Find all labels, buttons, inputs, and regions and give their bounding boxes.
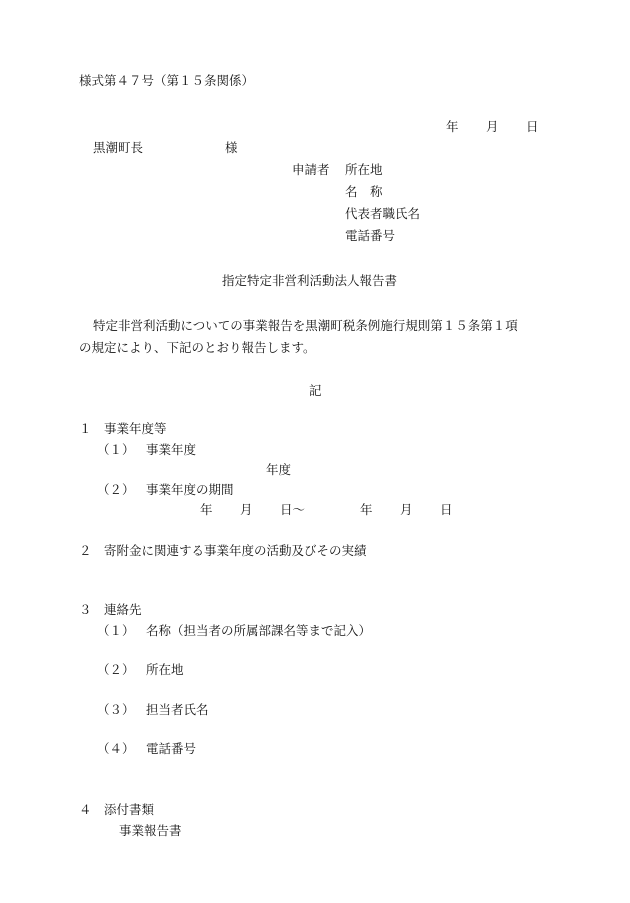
section-2-heading: ２ 寄附金に関連する事業年度の活動及びその実績	[79, 543, 367, 558]
addressee-name: 黒潮町長	[93, 140, 144, 155]
document-title: 指定特定非営利活動法人報告書	[222, 273, 398, 288]
section-1-item-1-number: （１）	[97, 442, 135, 457]
period-end-day: 日	[440, 502, 453, 517]
period-end-year: 年	[360, 502, 373, 517]
contact-item-2-number: （２）	[97, 662, 135, 677]
form-number: 様式第４７号（第１５条関係）	[79, 73, 255, 88]
applicant-label: 申請者	[292, 162, 330, 177]
period-start-month: 月	[240, 502, 253, 517]
contact-item-1-label: 名称（担当者の所属部課名等まで記入）	[146, 623, 372, 638]
contact-item-4-number: （４）	[97, 741, 135, 756]
section-1-item-2-number: （２）	[97, 482, 135, 497]
period-start-day: 日〜	[280, 502, 306, 517]
section-1-heading: １ 事業年度等	[79, 421, 167, 436]
section-3-heading: ３ 連絡先	[79, 602, 142, 617]
section-1-item-2-label: 事業年度の期間	[146, 482, 234, 497]
section-1-item-1-label: 事業年度	[146, 442, 197, 457]
applicant-representative-label: 代表者職氏名	[345, 206, 421, 221]
period-start-year: 年	[200, 502, 213, 517]
body-text-line-2: の規定により、下記のとおり報告します。	[79, 340, 316, 355]
contact-item-3-number: （３）	[97, 702, 135, 717]
date-month: 月	[486, 119, 499, 134]
date-day: 日	[526, 119, 539, 134]
contact-item-3-label: 担当者氏名	[146, 702, 209, 717]
date-year: 年	[446, 119, 459, 134]
fiscal-year-value: 年度	[266, 462, 292, 477]
contact-item-1-number: （１）	[97, 623, 135, 638]
attachment-item: 事業報告書	[119, 823, 182, 838]
body-text-line-1: 特定非営利活動についての事業報告を黒潮町税条例施行規則第１５条第１項	[93, 318, 518, 333]
applicant-name-label: 名 称	[345, 184, 383, 199]
contact-item-2-label: 所在地	[146, 662, 184, 677]
addressee-honorific: 様	[225, 140, 238, 155]
applicant-address-label: 所在地	[345, 162, 383, 177]
ki-heading: 記	[309, 383, 322, 398]
contact-item-4-label: 電話番号	[146, 741, 197, 756]
section-4-heading: ４ 添付書類	[79, 802, 155, 817]
applicant-phone-label: 電話番号	[345, 228, 396, 243]
period-end-month: 月	[400, 502, 413, 517]
